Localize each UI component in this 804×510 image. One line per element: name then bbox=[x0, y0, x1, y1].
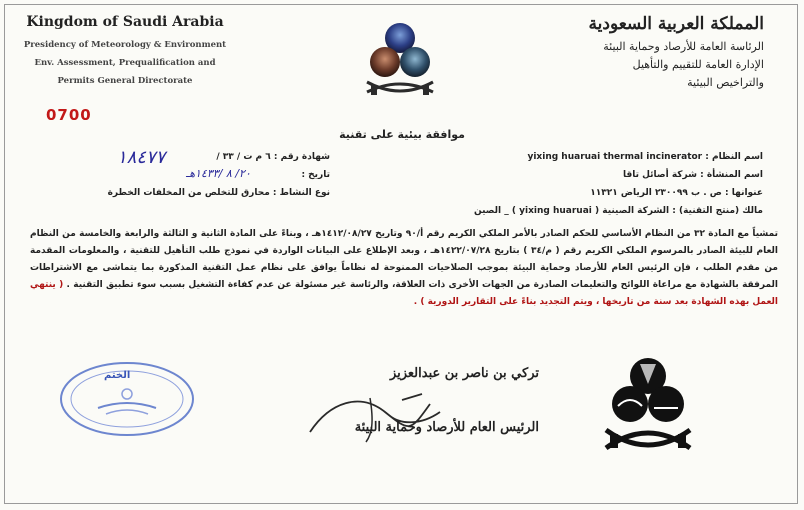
emblem-sphere-land bbox=[370, 47, 400, 77]
signatory-title: الرئيس العام للأرصاد وحماية البيئة bbox=[354, 420, 539, 435]
stamp-label: الختم bbox=[104, 370, 131, 381]
emblem-logo-bottom bbox=[600, 352, 696, 464]
arabic-header-line-1: الرئاسة العامة للأرصاد وحماية البيئة bbox=[603, 40, 764, 53]
arabic-header-title: المملكة العربية السعودية bbox=[588, 14, 764, 34]
arabic-header-line-2: الإدارة العامة للتقييم والتأهيل bbox=[632, 58, 764, 71]
certificate-serial-number: 0700 bbox=[46, 106, 92, 124]
english-header-line-2: Env. Assessment, Prequalification and bbox=[34, 58, 216, 68]
english-header-line-1: Presidency of Meteorology & Environment bbox=[23, 40, 227, 50]
certificate-body bbox=[30, 226, 778, 311]
field-establishment: اسم المنشأة : شركة أصائل تاقا bbox=[622, 170, 763, 180]
emblem-sphere-right bbox=[648, 386, 684, 422]
emblem-sphere-sea bbox=[400, 47, 430, 77]
field-system-name: اسم النظام : yixing huaruai thermal incinerator bbox=[527, 152, 763, 162]
field-certificate-number-label: شهادة رقم : ٦ م ت / ٣٣ / bbox=[216, 152, 330, 162]
handwritten-certificate-number: ١٨٤٧٧ bbox=[117, 147, 166, 168]
field-address: عنوانها : ص . ب ٢٣٠٠٩٩ الرياض ١١٣٢١ bbox=[590, 188, 763, 198]
body-paragraph: تمشياً مع المادة ٣٢ من النظام الأساسي للحكم الصادر بالأمر الملكي الكريم رقم أ/٩٠ وتاريخ ١٤١٢/٠٨/٢٧هـ ، وبناءً على المادة الثانية و الثالثة والرابعة والخامسة من النظام العام للبيئة الصادر بالمرسوم الملكي الكريم رقم ( م/٣٤ ) بتاريخ ١٤٢٢/٠٧/٢٨هـ ، وبعد الإطلاع على البيانات الواردة في نموذج طلب التأهيل للتقنية ، والمعلومات المقدمة من مقدم الطلب ، فإن الرئيس العام للأرصاد وحماية البيئة بموجب الصلاحيات الممنوحة له نظاماً يوافق على نظام عمل التقنية المذكورة بما يتماشى مع الاشتراطات المرفقة بالشهادة مع مراعاة اللوائح والتعليمات الصادرة من الجهات الأخرى ذات العلاقة، والرئاسة غير مسئولة عن عدم كفاءة التشغيل بسبب سوء تطبيق التقنية . bbox=[30, 229, 779, 290]
emblem-logo-top bbox=[357, 20, 443, 102]
handwritten-date: ٢٠/ ٨ /١٤٣٣هـ bbox=[186, 167, 251, 180]
field-date-label: تاريخ : bbox=[301, 170, 330, 180]
emblem-sphere-left bbox=[612, 386, 648, 422]
signatory-name: تركي بن ناصر بن عبدالعزيز bbox=[389, 366, 539, 381]
field-owner: مالك (منتج التقنية) : الشركة الصينية ( yixing huaruai ) _ الصين bbox=[474, 206, 763, 216]
signature bbox=[290, 382, 470, 446]
field-activity-type: نوع النشاط : محارق للتخلص من المخلفات الخطرة bbox=[107, 188, 330, 198]
validity-note: ( ينتهي العمل بهذه الشهادة بعد سنة من تاريخها ، ويتم التجديد بناءً على التقارير الدورية ) . bbox=[30, 280, 778, 307]
document-title: موافقة بيئية على تقنية bbox=[339, 128, 465, 141]
english-header-title: Kingdom of Saudi Arabia bbox=[26, 14, 224, 30]
english-header-line-3: Permits General Directorate bbox=[57, 76, 193, 86]
arabic-header-line-3: والتراخيص البيئية bbox=[687, 76, 764, 89]
